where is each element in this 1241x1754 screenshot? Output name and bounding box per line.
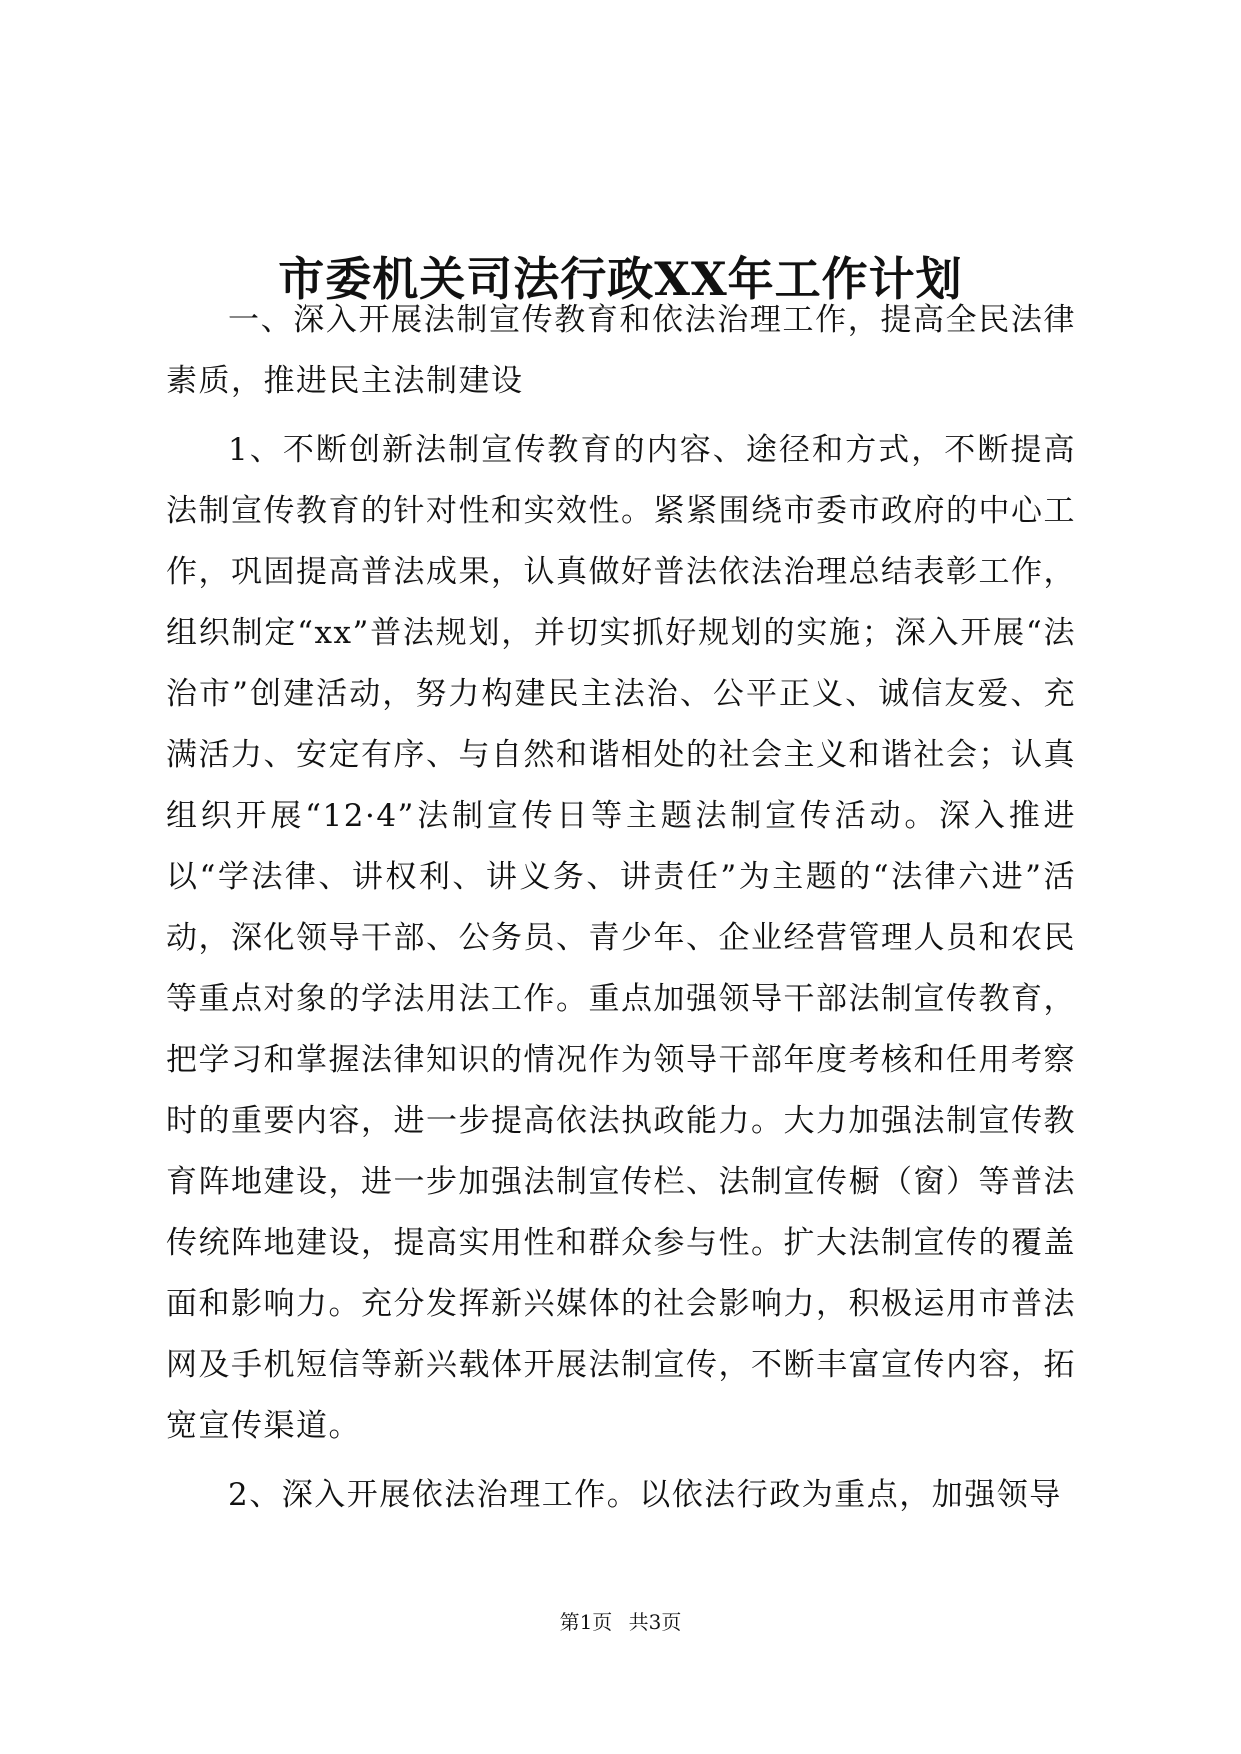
- paragraph-item-2: 2、深入开展依法治理工作。以依法行政为重点，加强领导: [228, 1477, 1062, 1513]
- paragraph-section-heading: 一、深入开展法制宣传教育和依法治理工作，提高全民法律素质，推进民主法制建设: [166, 302, 1076, 399]
- document-title: 市委机关司法行政XX年工作计划: [278, 251, 963, 306]
- paragraph-item-1: 1、不断创新法制宣传教育的内容、途径和方式，不断提高法制宣传教育的针对性和实效性。紧紧围绕市委市政府的中心工作，巩固提高普法成果，认真做好普法依法治理总结表彰工作，组织制定“xx”普法规划，并切实抓好规划的实施；深入开展“法治市”创建活动，努力构建民主法治、公平正义、诚信友爱、充满活力、安定有序、与自然和谐相处的社会主义和谐社会；认真组织开展“12·4”法制宣传日等主题法制宣传活动。深入推进以“学法律、讲权利、讲义务、讲责任”为主题的“法律六进”活动，深化领导干部、公务员、青少年、企业经营管理人员和农民等重点对象的学法用法工作。重点加强领导干部法制宣传教育，把学习和掌握法律知识的情况作为领导干部年度考核和任用考察时的重要内容，进一步提高依法执政能力。大力加强法制宣传教育阵地建设，进一步加强法制宣传栏、法制宣传橱（窗）等普法传统阵地建设，提高实用性和群众参与性。扩大法制宣传的覆盖面和影响力。充分发挥新兴媒体的社会影响力，积极运用市普法网及手机短信等新兴载体开展法制宣传，不断丰富宣传内容，拓宽宣传渠道。: [166, 432, 1076, 1444]
- page-number-total: 共3页: [628, 1610, 682, 1634]
- page-number-current: 第1页: [559, 1610, 613, 1634]
- page-footer: [0, 1608, 1241, 1636]
- document-body: [166, 290, 1076, 1526]
